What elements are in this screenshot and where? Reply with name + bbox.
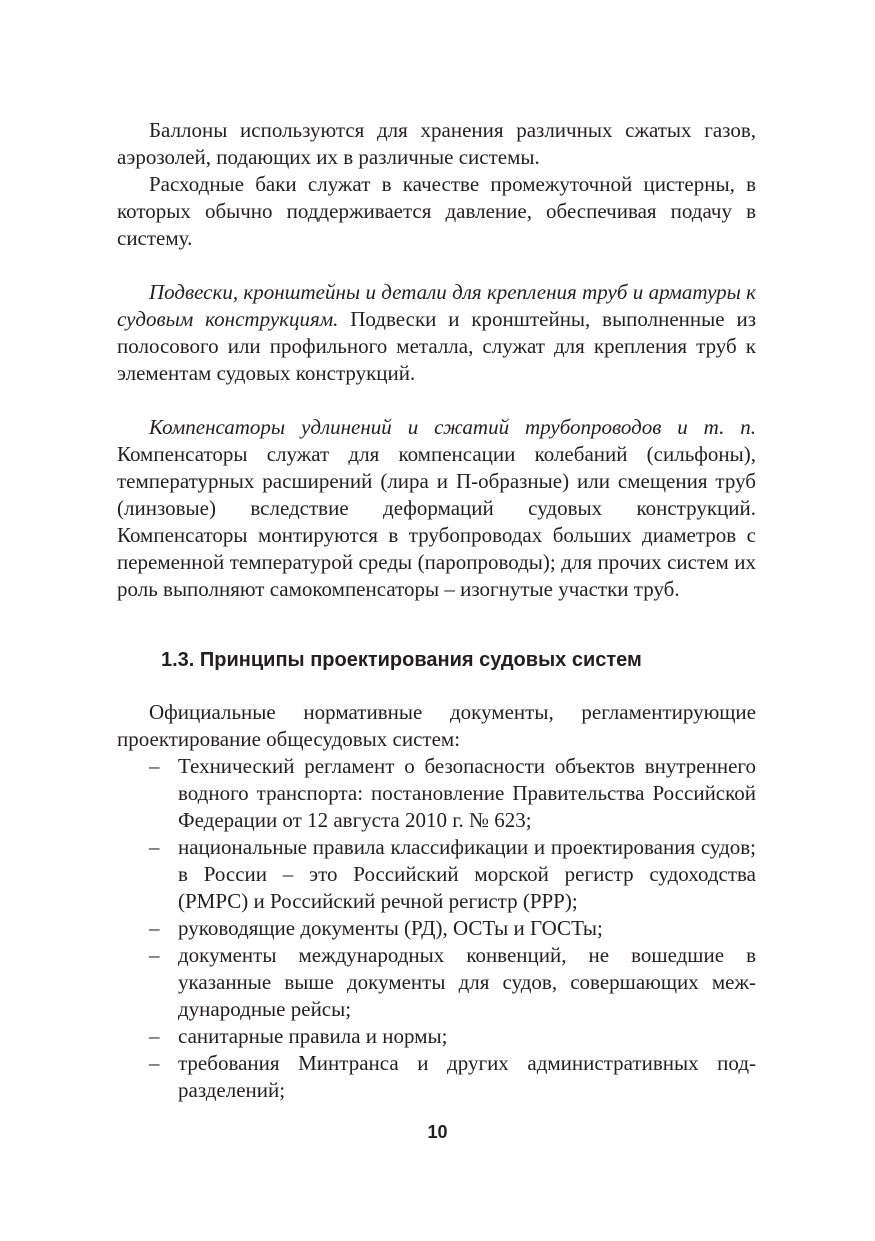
document-page <box>117 117 756 1104</box>
documents-list <box>117 753 756 1104</box>
list-dash: – <box>149 916 160 940</box>
list-item-text: документы международных конвенций, не вошедшие в указанные выше документы для судов, совершающих международные рейсы; <box>178 943 756 1021</box>
paragraph-pipe-supports <box>117 279 756 387</box>
list-item-text: национальные правила классификации и проектирования судов; в России – это Российский морской регистр судоходства (РМРС) и Российский речной регистр (РРР); <box>178 835 756 913</box>
list-item <box>117 942 756 1023</box>
list-item-text: требования Минтранса и других административных подразделений; <box>178 1051 756 1102</box>
list-dash: – <box>149 943 160 967</box>
list-dash: – <box>149 1051 160 1075</box>
list-item <box>117 834 756 915</box>
paragraph-pipe-supports-italic: Подвески, кронштейны и детали для крепления труб и арматуры к судовым конструкциям. <box>117 280 756 331</box>
list-item <box>117 1050 756 1104</box>
paragraph-compensators-text: Компенсаторы служат для компенсации колебаний (сильфоны), температурных расширений (лира и П-образные) или смещения труб (линзовые) вследствие деформаций судовых конструкций. Компенсаторы монтируются в трубопроводах больших диаметров с переменной температурой среды (паропроводы); для прочих систем их роль выполняют самокомпенсаторы – изогнутые участки труб. <box>117 442 756 601</box>
page-number: 10 <box>427 1122 448 1142</box>
list-item-text: Технический регламент о безопасности объектов внутреннего водного транспорта: постановление Правительства Российской Федерации от 12 августа 2010 г. № 623; <box>178 754 756 832</box>
paragraph-compensators <box>117 414 756 603</box>
list-dash: – <box>149 1024 160 1048</box>
list-item <box>117 753 756 834</box>
list-item-text: санитарные правила и нормы; <box>178 1024 448 1048</box>
paragraph-pipe-supports-text: Подвески и кронштейны, выполненные из полосового или профильного металла, служат для крепления труб к элементам судовых конструкций. <box>117 307 756 385</box>
list-item <box>117 1023 756 1050</box>
list-item <box>117 915 756 942</box>
list-dash: – <box>149 754 160 778</box>
section-intro: Официальные нормативные документы, регламентирующие проектирование общесудовых систем: <box>117 700 756 751</box>
list-dash: – <box>149 835 160 859</box>
paragraph-compensators-italic: Компенсаторы удлинений и сжатий трубопроводов и т. п. <box>149 415 756 439</box>
section-heading: 1.3. Принципы проектирования судовых систем <box>161 649 642 671</box>
list-item-text: руководящие документы (РД), ОСТы и ГОСТы; <box>178 916 603 940</box>
paragraph-cylinders: Баллоны используются для хранения различных сжатых газов, аэрозолей, подающих их в различные системы. <box>117 118 756 169</box>
paragraph-supply-tanks: Расходные баки служат в качестве промежуточной цистерны, в которых обычно поддерживается давление, обеспечивая подачу в систему. <box>117 172 756 250</box>
